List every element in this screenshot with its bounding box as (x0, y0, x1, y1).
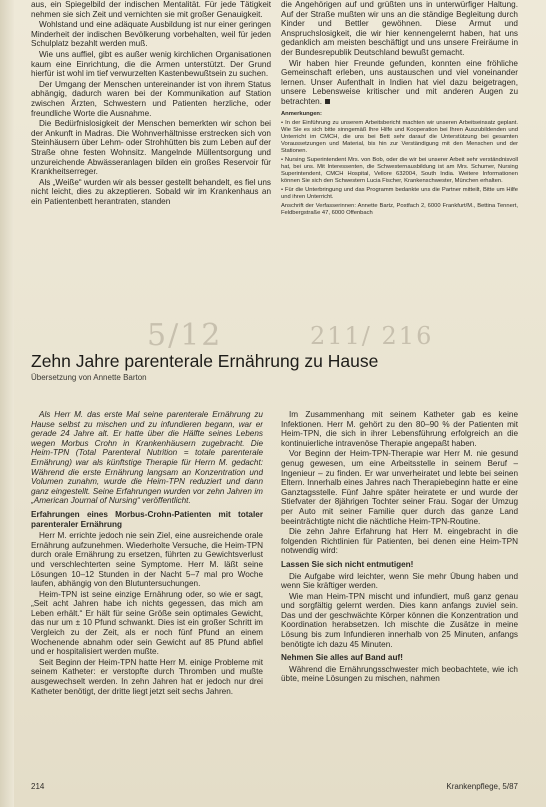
note-1: • In der Einführung zu unserem Arbeitsbericht machten wir unseren Arbeitseinsatz geplant. Wie Sie es sich bitte sinngemäß Ihre Hilfe und Kooperation bei Ihren Auszubildenden und Unterricht im CMCH, die uns bei Bett sehr darauf die Unterstützung bei gesamten Voraussetzungen und Material, bis hin zur Verständigung mit den Menschen und der Stationen. (281, 119, 518, 154)
prev-left-paragraph-3: Wie uns auffiel, gibt es außer wenig kirchlichen Organisationen kaum eine Einrichtung, die die Armen unterstützt. Der Grund hierfür ist wohl im tief verwurzelten Kastenbewußtsein zu suchen. (31, 49, 271, 79)
prev-article-left-column (31, 0, 271, 318)
article-left-paragraph-2: Heim-TPN ist seine einzige Ernährung oder, so wie er sagt, „Seit acht Jahren habe ich nichts gegessen, das mich am Leben erhält.“ Er hält für seine Größe sein optimales Gewicht, das nur um ± 10 Pfund schwankt. Dies ist ein großer Schritt im Vergleich zu der Zeit, als er noch fünf Pfund an einem Wochenende abnahm oder sein Gewicht auf 85 Pfund abfiel und er hospitalisiert werden mußte. (31, 589, 263, 657)
author-address: Anschrift der Verfasserinnen: Annette Bartz, Postfach 2, 6000 Frankfurt/M., Bettina Tennert, Feldbergstraße 47, 6000 Offenbach (281, 202, 518, 216)
prev-right-paragraph-2-text: Wir haben hier Freunde gefunden, konnten eine fröhliche Gemeinschaft erleben, uns austauschen und viel voneinander lernen. Unser Aufenthalt in Indien hat viel dazu beigetragen, unsere Lebensweise kritischer und mit anderen Augen zu betrachten. (281, 58, 518, 106)
section-heading-encouragement: Lassen Sie sich nicht entmutigen! (281, 559, 414, 569)
note-3: • Für die Unterbringung und das Programm bedankte uns die Partner mitteilt, Bitte um Hilfe und ihren Unterricht. (281, 186, 518, 200)
page-edge (0, 0, 14, 807)
prev-left-paragraph-5: Die Bedürfnislosigkeit der Menschen bemerkten wir schon bei der Ankunft in Madras. Die Wohnverhältnisse erstrecken sich von Steinhäusern über Lehm- oder Strohhütten bis zum Leben auf der Straße ohne festen Wohnsitz. Mangelnde Müllentsorgung und unzureichende Abwässeranlagen bilden ein großes Reservoir für Krankheitserreger. (31, 119, 271, 177)
article-right-paragraph-4: Die Aufgabe wird leichter, wenn Sie mehr Übung haben und wenn Sie kräftiger werden. (281, 571, 518, 591)
prev-left-paragraph-1: aus, ein Spiegelbild der indischen Mentalität. Für jede Tätigkeit nehmen sie sich Zeit und vernichten sie mit großer Genauigkeit. (31, 0, 271, 19)
section-heading-tape: Nehmen Sie alles auf Band auf! (281, 653, 403, 663)
article-right-paragraph-3: Die zehn Jahre Erfahrung hat Herr M. eingebracht in die folgenden Richtlinien für Patienten, bei denen eine Heim-TPN notwendig wird: (281, 527, 518, 556)
prev-right-paragraph-2 (281, 59, 518, 107)
article-right-paragraph-5: Wie man Heim-TPN mischt und infundiert, muß ganz genau und sorgfältig gelernt werden. Dies kann anfangs zuviel sein. Das und der geschwächte Körper können die Konzentration und Koordination herabsetzen. Ich mischte die Zusätze in meine Lösung bis zum Infundieren innerhalb von 25 Minuten, anfangs benötigte ich dazu 45 Minuten. (281, 591, 518, 649)
article-right-paragraph-6: Während die Ernährungsschwester mich beobachtete, wie ich übte, meine Lösungen zu mischen, nahmen (281, 664, 518, 684)
prev-left-paragraph-6: Als „Weiße“ wurden wir als besser gestellt behandelt, es fiel uns nicht leicht, dies zu akzeptieren. Sobald wir im Krankenhaus an ein Patientenbett herantraten, standen (31, 177, 271, 206)
article-right-column (281, 410, 518, 780)
article-subtitle: Übersetzung von Annette Barton (31, 373, 147, 382)
article-right-paragraph-1: Im Zusammenhang mit seinem Katheter gab es keine Infektionen. Herr M. gehört zu den 80–90 % der Patienten mit Heim-TPN, die sich in ihrer Lebensführung erfolgreich an die kontinuierliche intravenöse Therapie angepaßt haben. (281, 410, 518, 448)
handwritten-mark-left: 5/12 (147, 318, 223, 353)
article-left-paragraph-3: Seit Beginn der Heim-TPN hatte Herr M. einige Probleme mit seinem Katheter: er verstopfte durch Thromben und mußte ausgewechselt werden. In zehn Jahren hat er jedoch nur drei Katheter benötigt, der dritte liegt jetzt seit sechs Jahren. (31, 657, 263, 696)
prev-left-paragraph-2: Wohlstand und eine adäquate Ausbildung ist nur einer geringen Minderheit der indischen Bevölkerung vorbehalten, weil für jeden Schulplatz bezahlt werden muß. (31, 20, 271, 49)
note-2: • Nursing Superintendent Mrs. von Bob, oder die wir bei unserer Arbeit sehr verständnisvoll hat, bei uns. Mit Interessenten, die Schwesternausbildung ist am Mrs. Schumer, Nursing Superintendent, CMCH Hospital, Vellore 632004, South India. Weitere Informationen können Sie sich den Schwestern Lucia Fischer, Krankenschwester, München erhalten. (281, 156, 518, 184)
article-intro: Als Herr M. das erste Mal seine parenterale Ernährung zu Hause selbst zu mischen und zu infundieren begann, war er gerade 24 Jahre alt. Er hatte über die Hälfte seines Lebens wegen Morbus Crohn in Krankenhäusern zugebracht. Die Heim-TPN (Total Parenteral Nutrition = totale parenterale Ernährung) war als künftstige Therapie für Herrn M. gedacht: Während die erste Ernährung langsam an Konzentration und Volumen zunahm, wurde die Heim-TPN reduziert und dann ganz eingestellt. Seine Erfahrungen wurden vor zehn Jahren im „American Journal of Nursing“ veröffentlicht. (31, 410, 263, 506)
article-right-paragraph-2: Vor Beginn der Heim-TPN-Therapie war Herr M. nie gesund genug gewesen, um eine Arbeitsstelle in seinem Beruf – Ingenieur – zu finden. Er war unverheiratet und lebte bei seinen Eltern. Innerhalb eines Jahres nach Therapiebeginn hatte er eine Ganztagsstelle. Fünf Jahre später heiratete er und wurde der Stiefvater der 8jährigen Tochter seiner Frau. Sogar der Umzug per Auto mit seiner Familie quer durch das ganze Land beeinträchtigte nicht die nächtliche Heim-TPN-Routine. (281, 449, 518, 526)
notes-section (281, 111, 518, 217)
handwritten-mark-right: 211/ 216 (310, 322, 434, 350)
end-mark-icon (325, 99, 330, 104)
prev-article-right-column (281, 0, 518, 318)
article-title: Zehn Jahre parenterale Ernährung zu Hause (31, 351, 379, 371)
journal-reference: Krankenpflege, 5/87 (446, 782, 518, 791)
article-left-column (31, 410, 263, 780)
notes-header: Anmerkungen: (281, 110, 322, 117)
article-left-paragraph-1: Herr M. errichte jedoch nie sein Ziel, eine ausreichende orale Ernährung aufzunehmen. Wiederholte Versuche, die Heim-TPN durch orale Ernährung zu ersetzen, führten zu Gewichtsverlust und verschlechterten seine Symptome. Herr M. läßt seine Lösungen 10–12 Stunden in der Nacht 5–7 mal pro Woche laufen, abhängig von den Blutuntersuchungen. (31, 531, 263, 589)
prev-left-paragraph-4: Der Umgang der Menschen untereinander ist von ihrem Status abhängig, dadurch waren bei der Kommunikation auf Station zwischen Ärzten, Schwestern und Patienten herzliche, oder freundliche Worte die Ausnahme. (31, 79, 271, 118)
page-number: 214 (31, 782, 45, 791)
prev-right-paragraph-1: die Angehörigen auf und grüßten uns in unterwürfiger Haltung. Auf der Straße mußten wir uns an die ständige Begleitung durch Kinder und Bettler gewöhnen. Diese Armut und Anspruchslosigkeit, die wir hier kennengelernt haben, hat uns gedanklich am meisten beschäftigt und uns unsere Freiräume in der Bundesrepublik Deutschland bewußt gemacht. (281, 0, 518, 57)
section-heading-crohn: Erfahrungen eines Morbus-Crohn-Patienten mit totaler parenteraler Ernährung (31, 509, 263, 529)
